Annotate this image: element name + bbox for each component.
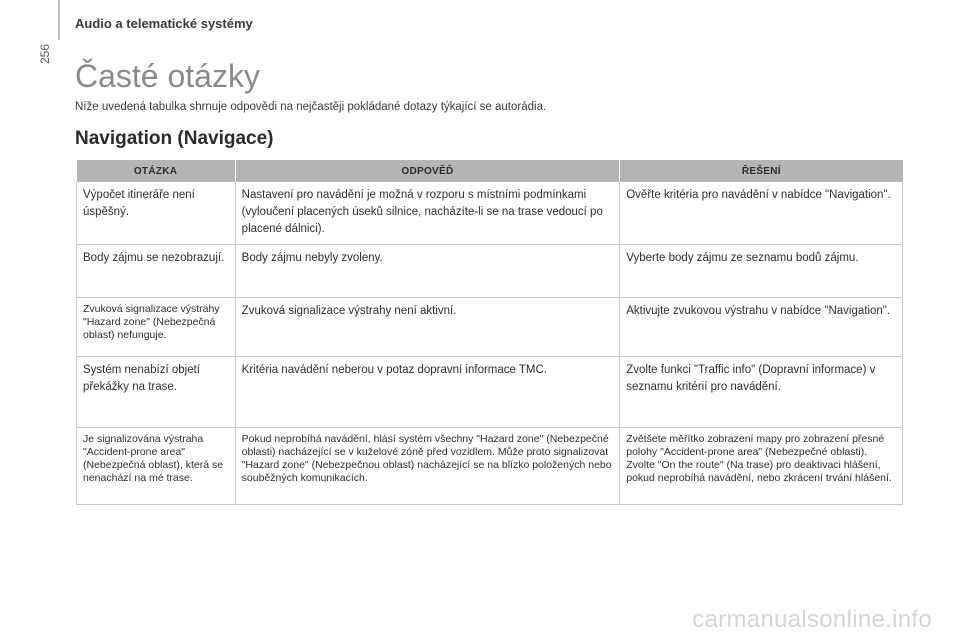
page-title: Časté otázky bbox=[75, 58, 260, 94]
answer-cell: Body zájmu nebyly zvoleny. bbox=[235, 245, 620, 298]
table-row bbox=[77, 357, 903, 428]
answer-cell: Kritéria navádění neberou v potaz dopravní informace TMC. bbox=[235, 357, 620, 428]
solution-cell: Aktivujte zvukovou výstrahu v nabídce "Navigation". bbox=[620, 298, 903, 357]
solution-cell: Zvětšete měřítko zobrazení mapy pro zobrazení přesné polohy "Accident-prone area" (Nebezpečné oblasti). Zvolte "On the route" (Na trase) pro deaktivaci hlášení, pokud neprobíhá navádění, nebo zkrácení trvání hlášení. bbox=[620, 428, 903, 505]
solution-cell: Vyberte body zájmu ze seznamu bodů zájmu. bbox=[620, 245, 903, 298]
column-header-solution: ŘEŠENÍ bbox=[620, 160, 903, 182]
running-header: Audio a telematické systémy bbox=[75, 16, 253, 31]
table-row bbox=[77, 245, 903, 298]
answer-cell: Pokud neprobíhá navádění, hlásí systém všechny "Hazard zone" (Nebezpečné oblasti) nacházející se v kuželové zóně před vozidlem. Může proto signalizovat "Hazard zone" (Nebezpečnou oblast) nacházející se na blízko položených nebo souběžných komunikacích. bbox=[235, 428, 620, 505]
table-row bbox=[77, 428, 903, 505]
watermark: carmanualsonline.info bbox=[692, 606, 932, 633]
faq-table bbox=[76, 160, 903, 505]
answer-cell: Zvuková signalizace výstrahy není aktivní. bbox=[235, 298, 620, 357]
column-header-answer: ODPOVĚĎ bbox=[235, 160, 620, 182]
answer-cell: Nastavení pro navádění je možná v rozporu s místními podmínkami (vyloučení placených úseků silnice, nacházíte-li se na trase vedoucí po placené dálnici). bbox=[235, 182, 620, 245]
solution-cell: Zvolte funkci "Traffic info" (Dopravní informace) v seznamu kritérií pro navádění. bbox=[620, 357, 903, 428]
section-title: Navigation (Navigace) bbox=[75, 128, 274, 149]
question-cell: Body zájmu se nezobrazují. bbox=[77, 245, 236, 298]
question-cell: Systém nenabízí objetí překážky na trase. bbox=[77, 357, 236, 428]
question-cell: Je signalizována výstraha "Accident-prone area" (Nebezpečná oblast), která se nenachází na mé trase. bbox=[77, 428, 236, 505]
intro-text: Níže uvedená tabulka shrnuje odpovědi na nejčastěji pokládané dotazy týkající se autorádia. bbox=[75, 101, 547, 113]
table-row bbox=[77, 182, 903, 245]
table-row bbox=[77, 298, 903, 357]
column-header-question: OTÁZKA bbox=[77, 160, 236, 182]
margin-rule bbox=[58, 0, 60, 40]
page-number: 256 bbox=[38, 43, 52, 64]
question-cell: Výpočet itineráře není úspěšný. bbox=[77, 182, 236, 245]
solution-cell: Ověřte kritéria pro navádění v nabídce "Navigation". bbox=[620, 182, 903, 245]
table-header-row bbox=[77, 160, 903, 182]
question-cell: Zvuková signalizace výstrahy "Hazard zone" (Nebezpečná oblast) nefunguje. bbox=[77, 298, 236, 357]
